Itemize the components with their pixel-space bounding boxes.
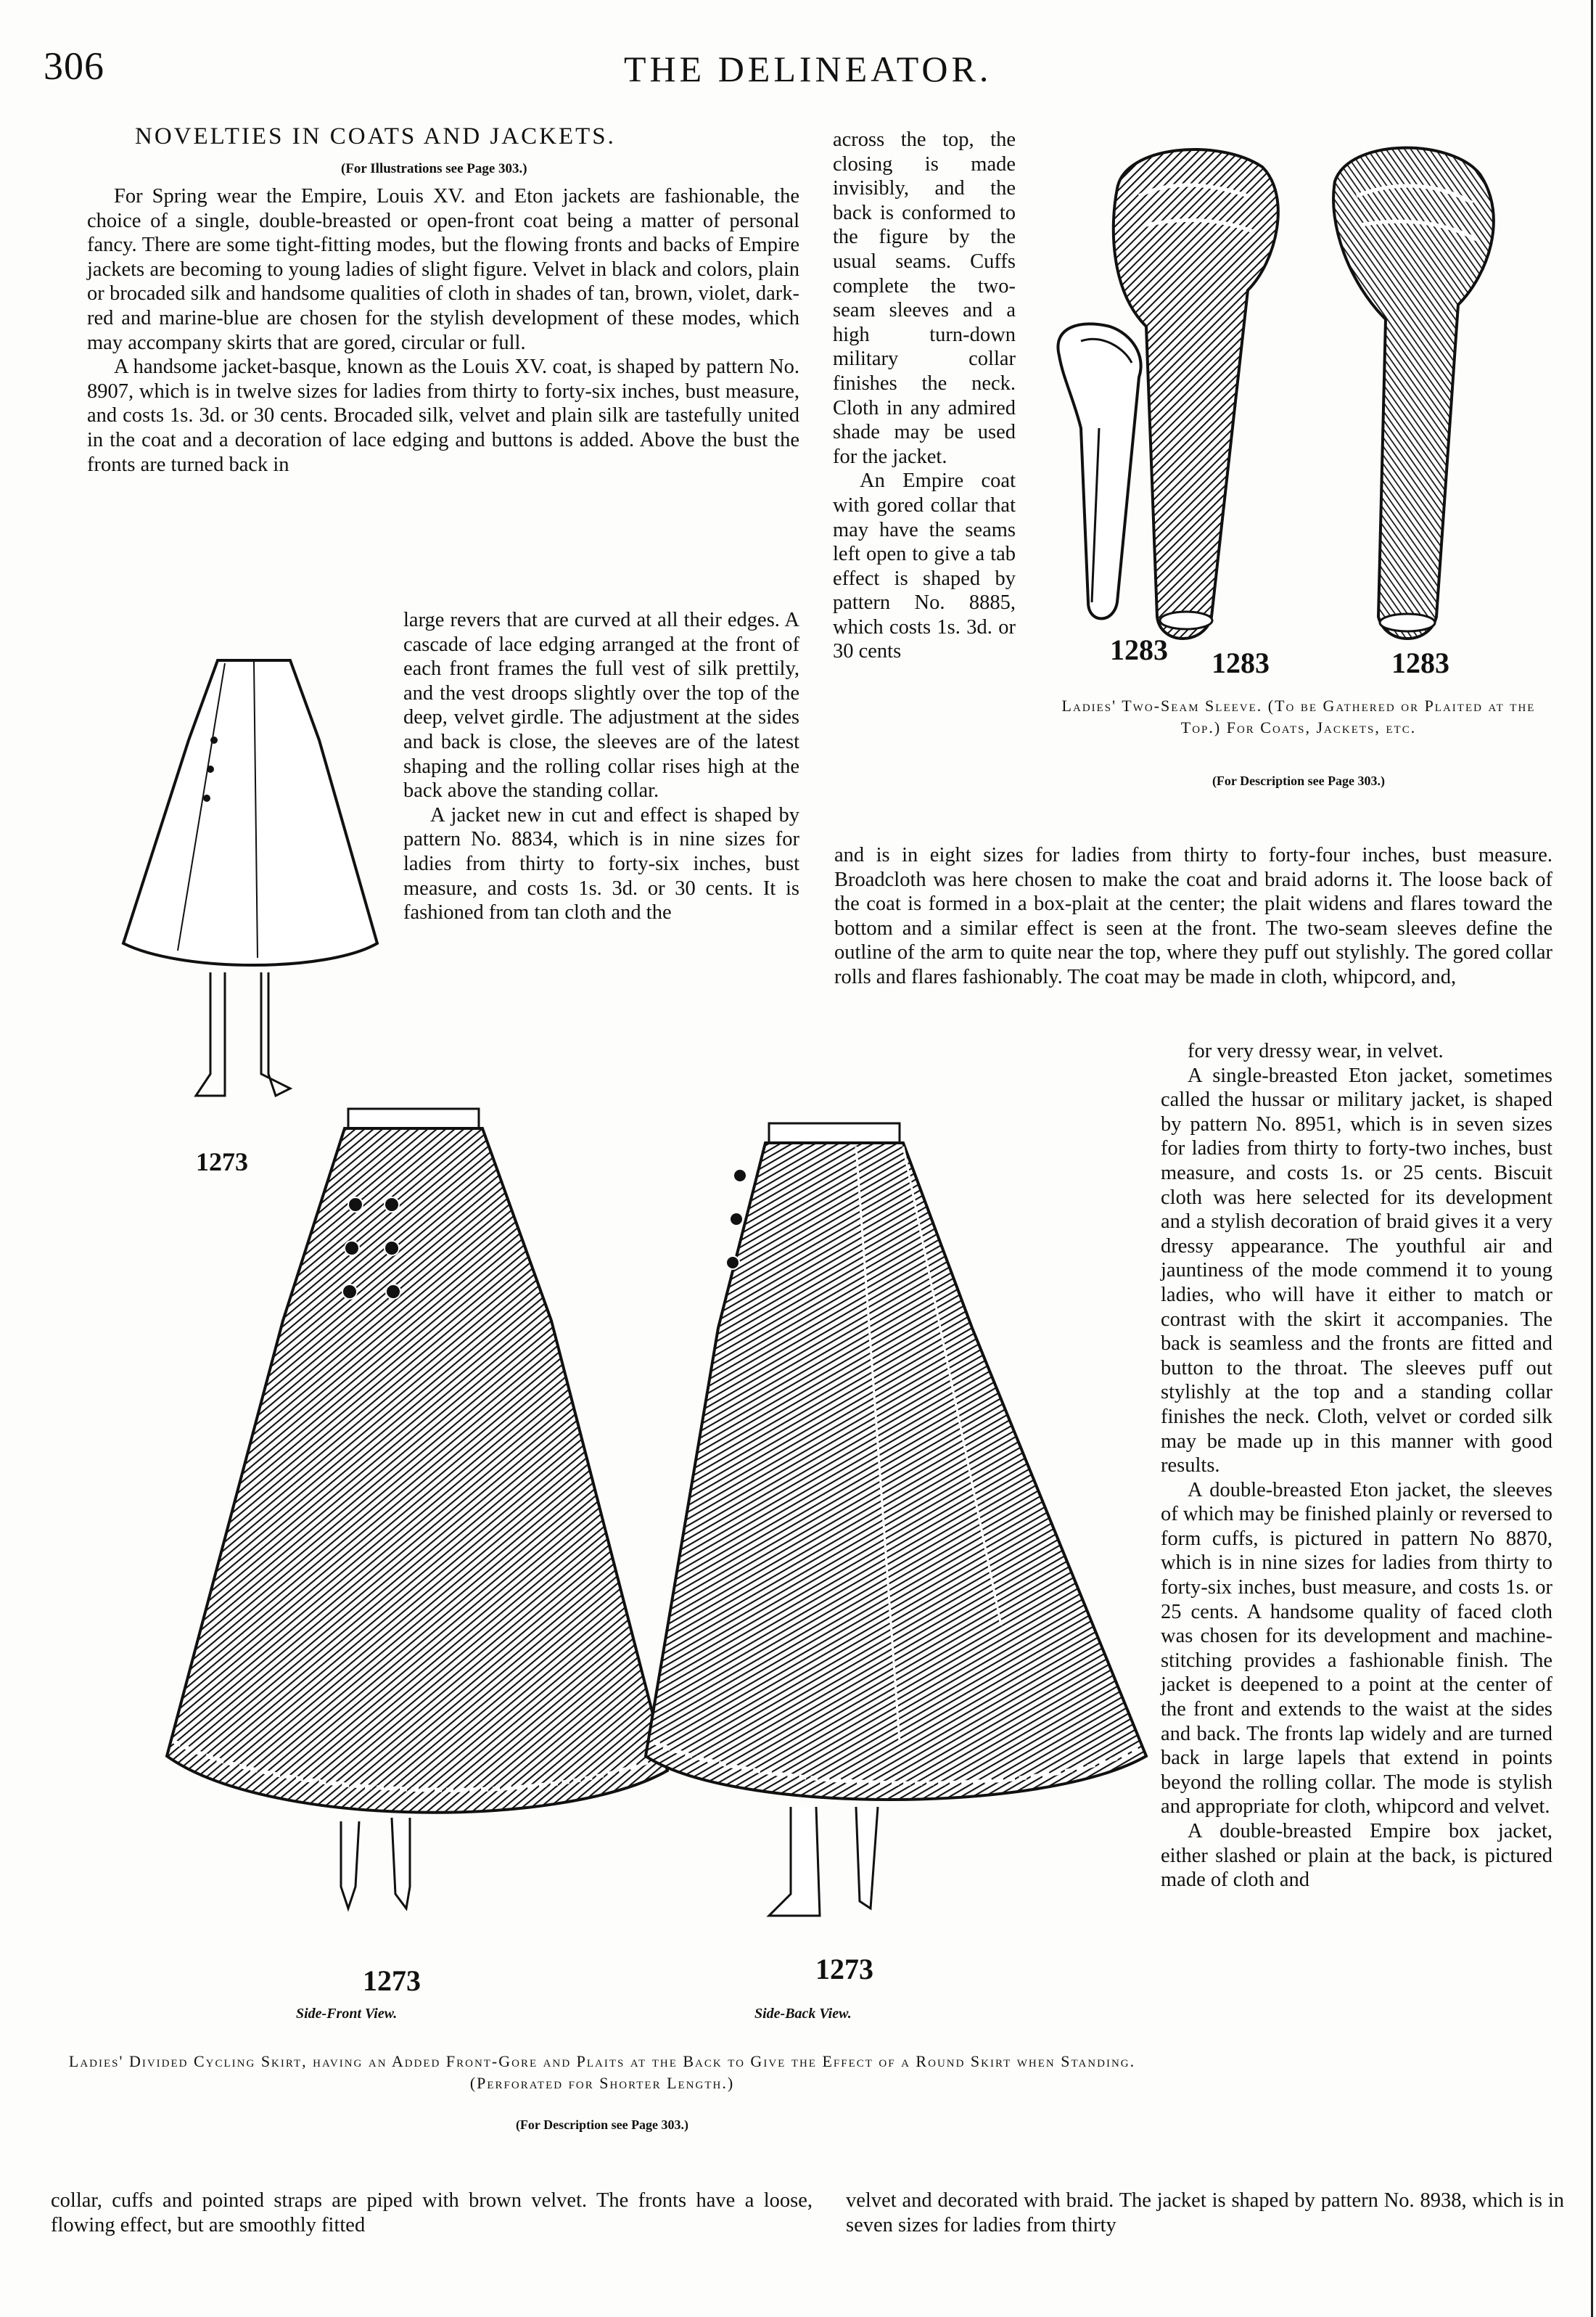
paragraph: A double-breasted Empire box jacket, either slashed or plain at the back, is pictured made of cloth and <box>1161 1820 1552 1892</box>
article-subtitle: (For Illustrations see Page 303.) <box>341 161 527 176</box>
skirt-front-illustration <box>160 1103 682 1945</box>
skirt-back-view-label: Side-Back View. <box>754 2006 852 2022</box>
paragraph: A handsome jacket-basque, known as the Louis XV. coat, is shaped by pattern No. 8907, which is in twelve sizes for ladies from thirty to forty-six inches, bust measure, and costs 1s. 3d. or 30 cents. Brocaded silk, velvet and plain silk are tastefully united in the coat and a decoration of lace edging and buttons is added. Above the bust the fronts are turned back in <box>87 356 799 476</box>
sleeve-illustration <box>1030 138 1567 675</box>
paragraph: For Spring wear the Empire, Louis XV. and Eton jackets are fashionable, the choice of a single, double-breasted or open-front coat being a matter of personal fancy. There are some tight-fitting modes, but the flowing fronts and backs of Empire jackets are becoming to young ladies of slight figure. Velvet in black and colors, plain or brocaded silk and handsome qualities of cloth in shades of tan, brown, violet, dark-red and marine-blue are chosen for the stylish development of these modes, which may accompany skirts that are gored, circular or full. <box>87 185 799 354</box>
page-edge-rule <box>1591 0 1593 2317</box>
paragraph: across the top, the closing is made invisibly, and the back is conformed to the figure by the usual seams. Cuffs complete the two-seam sleeves and a high turn-down military collar finishes the neck. Cloth in any admired shade may be used for the jacket. <box>833 128 1016 468</box>
skirt-back-illustration <box>638 1118 1161 1945</box>
narrow-column-text <box>833 128 1016 664</box>
page-number: 306 <box>44 44 104 88</box>
paragraph: An Empire coat with gored collar that may have the seams left open to give a tab effect is shaped by pattern No. 8885, which costs 1s. 3d. or 30 cents <box>833 469 1016 663</box>
paragraph: velvet and decorated with braid. The jacket is shaped by pattern No. 8938, which is in seven sizes for ladies from thirty <box>846 2189 1564 2236</box>
article-title: NOVELTIES IN COATS AND JACKETS. <box>135 123 616 149</box>
paragraph: and is in eight sizes for ladies from thirty to forty-four inches, bust measure. Broadcloth was here chosen to make the coat and braid adorns it. The loose back of the coat is formed in a box-plait at the center; the plait widens and flares toward the bottom and a similar effect is seen at the front. The two-seam sleeves define the outline of the arm to quite near the top, where they puff out stylishly. The gored collar rolls and flares fashionably. The coat may be made in cloth, whipcord, and, <box>834 844 1552 988</box>
sleeve-number-3: 1283 <box>1391 647 1449 679</box>
small-skirt-number: 1273 <box>196 1147 248 1176</box>
paragraph: A double-breasted Eton jacket, the sleeves of which may be finished plainly or reversed to form cuffs, is pictured in pattern No 8870, which is in nine sizes for ladies from thirty to forty-six inches, bust measure, and costs 1s. or 25 cents. A handsome quality of faced cloth was chosen for its development and machine-stitching provides a fashionable finish. The jacket is deepened to a point at the center of the front and extends to the waist at the sides and back. The fronts lap widely and are turned back in large lapels that extend in points beyond the rolling collar. The mode is stylish and appropriate for cloth, whipcord and velvet. <box>1161 1478 1552 1818</box>
left-top-text <box>87 184 799 477</box>
paragraph: collar, cuffs and pointed straps are piped with brown velvet. The fronts have a loose, flowing effect, but are smoothly fitted <box>51 2189 813 2236</box>
skirt-front-view-label: Side-Front View. <box>296 2006 398 2022</box>
left-mid-text <box>403 608 799 925</box>
bottom-right-text <box>846 2189 1564 2237</box>
magazine-title: THE DELINEATOR. <box>624 49 992 89</box>
paragraph: large revers that are curved at all their edges. A cascade of lace edging arranged at the front of each front frames the full vest of silk prettily, and the vest droops slightly over the top of the deep, velvet girdle. The adjustment at the sides and back is close, the sleeves are of the latest shaping and the rolling collar rises high at the back above the standing collar. <box>403 609 799 803</box>
paragraph: A single-breasted Eton jacket, sometimes called the hussar or military jacket, is shaped by pattern No. 8951, which is in seven sizes for ladies from thirty to forty-two inches, bust measure, and costs 1s. or 25 cents. Biscuit cloth was here selected for its development and a stylish decoration of braid gives it a very dressy appearance. The youthful air and jauntiness of the mode commend it to young ladies, who will have it either to match or contrast with the skirt it accompanies. The back is seamless and the fronts are fitted and button to the throat. The sleeves puff out stylishly at the top and a standing collar finishes the neck. Cloth, velvet or corded silk may be made up in this manner with good results. <box>1161 1064 1552 1477</box>
skirt-front-number: 1273 <box>363 1964 421 1997</box>
sleeve-caption: Ladies' Two-Seam Sleeve. (To be Gathered or Plaited at the Top.) For Coats, Jackets, etc. <box>1061 697 1536 737</box>
skirt-description: (For Description see Page 303.) <box>515 2117 689 2132</box>
sleeve-description: (For Description see Page 303.) <box>1212 774 1386 788</box>
sleeve-number-1: 1283 <box>1110 633 1168 666</box>
paragraph: A jacket new in cut and effect is shaped by pattern No. 8834, which is in nine sizes for ladies from thirty to forty-six inches, bust measure, and costs 1s. 3d. or 30 cents. It is fashioned from tan cloth and the <box>403 803 799 924</box>
sleeve-number-2: 1283 <box>1212 647 1270 679</box>
skirt-caption: Ladies' Divided Cycling Skirt, having an Added Front-Gore and Plaits at the Back to Give the Effect of a Round Skirt when Standing. (Perforated for Shorter Length.) <box>68 2052 1136 2092</box>
paragraph: for very dressy wear, in velvet. <box>1188 1040 1444 1062</box>
bottom-left-text <box>51 2189 813 2237</box>
skirt-back-number: 1273 <box>815 1953 873 1985</box>
small-skirt-illustration <box>109 653 399 1118</box>
right-wide-text <box>834 843 1552 990</box>
right-column-text <box>1161 1039 1552 1892</box>
